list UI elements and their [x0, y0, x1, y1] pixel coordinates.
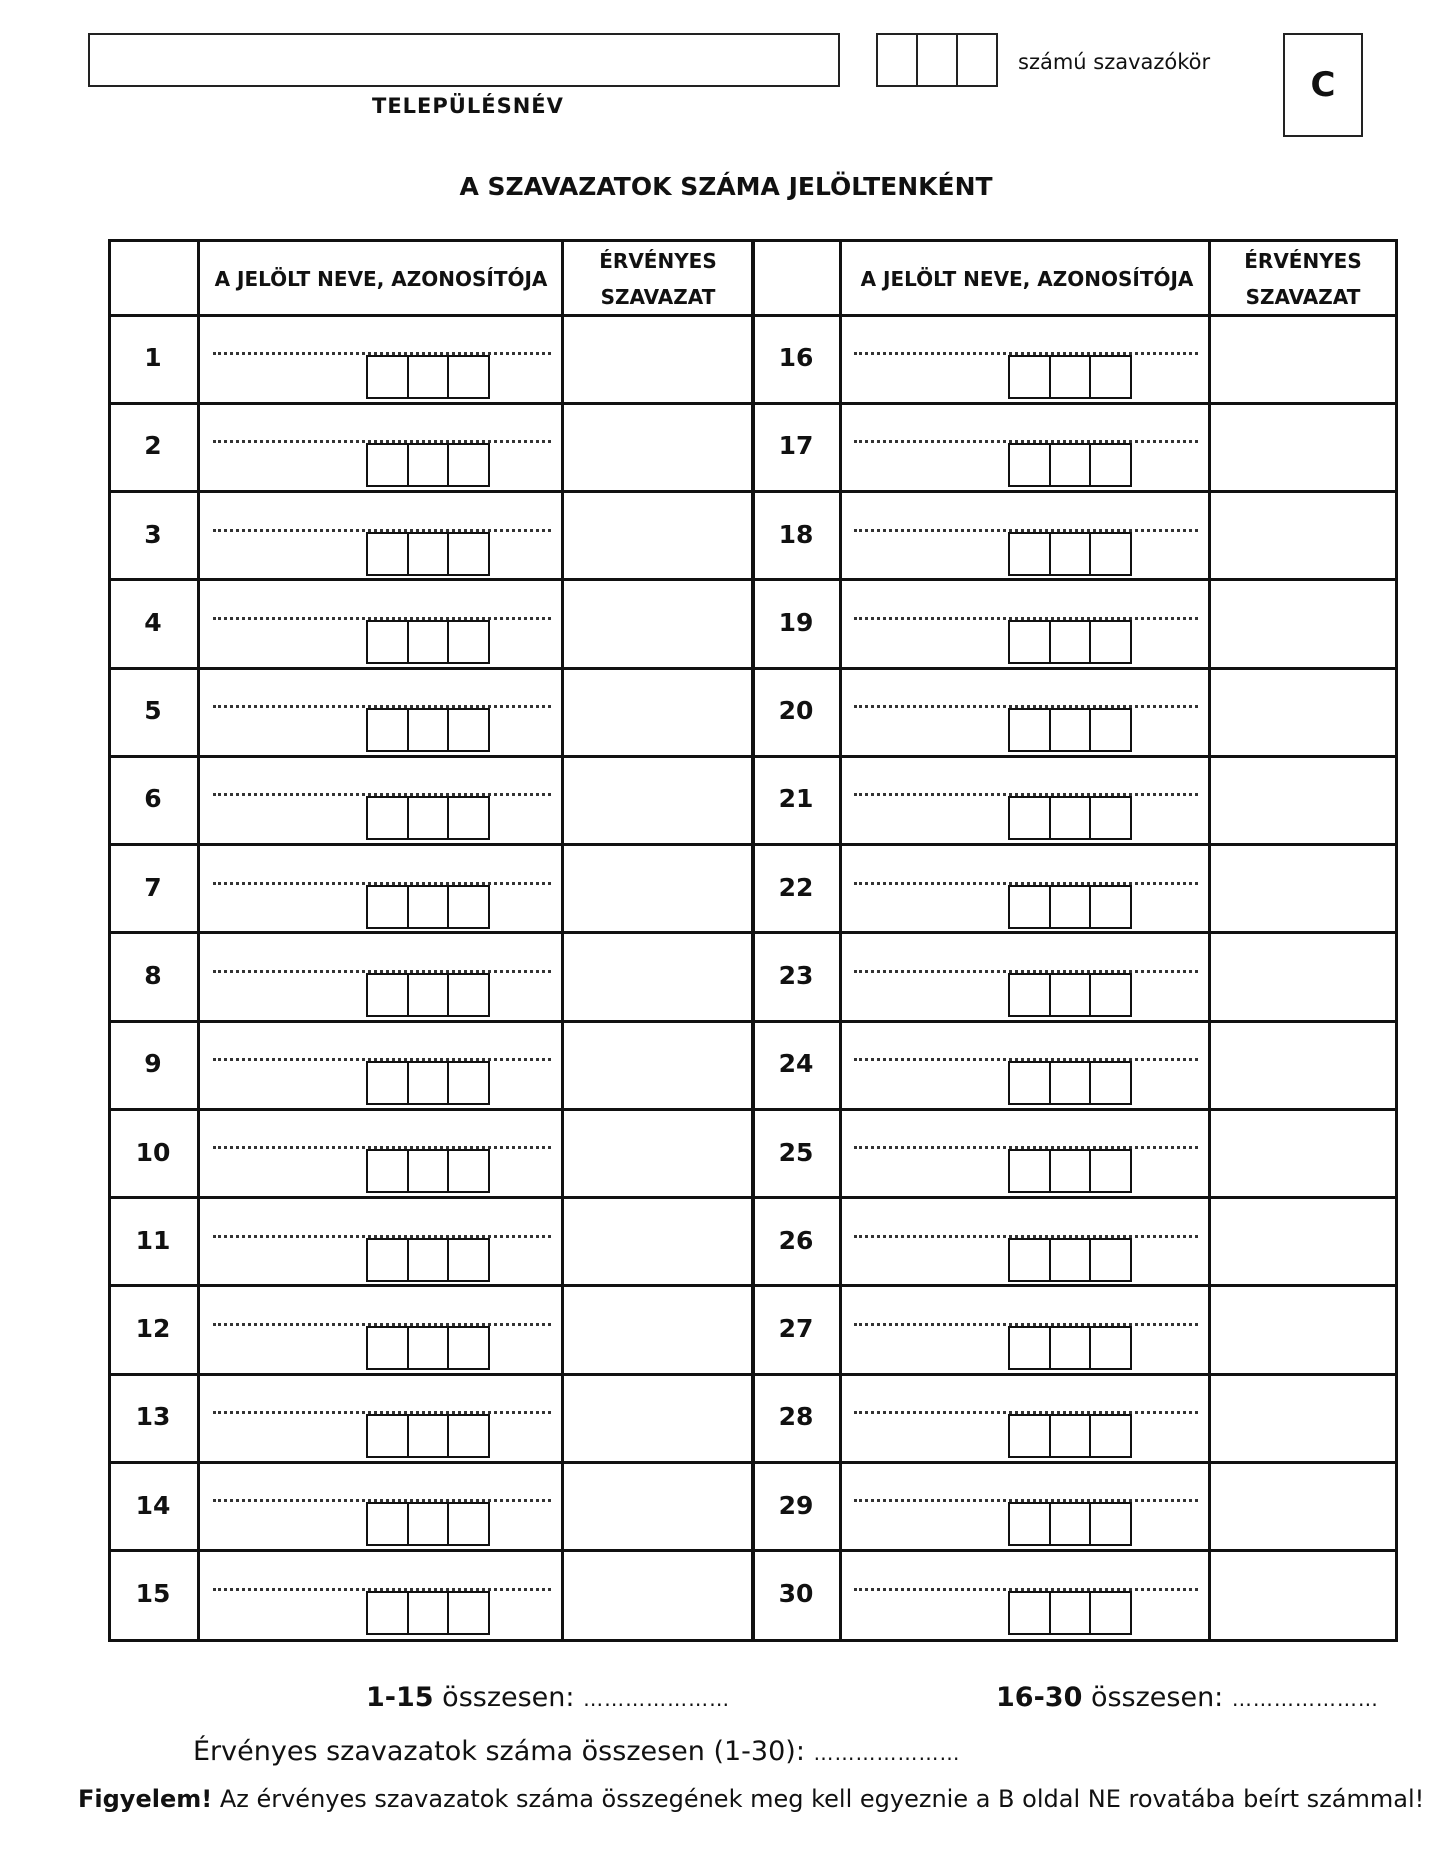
candidate-id-digit-box[interactable]	[1049, 355, 1092, 399]
candidate-id-digit-box[interactable]	[366, 1149, 409, 1193]
row-divider	[111, 1549, 1395, 1552]
candidate-id-digit-box[interactable]	[447, 1149, 490, 1193]
valid-votes-cell[interactable]	[564, 847, 751, 931]
row-divider	[111, 843, 1395, 846]
valid-votes-cell[interactable]	[564, 1288, 751, 1372]
row-divider	[111, 667, 1395, 670]
candidate-id-digit-box[interactable]	[447, 1502, 490, 1546]
candidate-id-digit-box[interactable]	[407, 1061, 450, 1105]
valid-votes-cell[interactable]	[564, 1553, 751, 1637]
candidate-id-digit-box[interactable]	[1089, 1414, 1132, 1458]
candidate-id-digit-box[interactable]	[1008, 885, 1051, 929]
candidate-id-digit-box[interactable]	[366, 1502, 409, 1546]
valid-votes-cell[interactable]	[564, 758, 751, 842]
candidate-id-digit-box[interactable]	[1049, 1414, 1092, 1458]
valid-votes-cell[interactable]	[564, 1111, 751, 1195]
row-number: 24	[778, 1049, 814, 1079]
row-number: 8	[144, 961, 162, 990]
valid-votes-cell[interactable]	[1211, 1111, 1395, 1195]
candidate-votes-table	[108, 239, 1398, 1642]
candidate-id-digit-box[interactable]	[407, 1414, 450, 1458]
candidate-id-digit-box[interactable]	[1008, 355, 1051, 399]
candidate-id-boxes[interactable]	[1008, 973, 1130, 1017]
candidate-id-digit-box[interactable]	[1049, 1591, 1092, 1635]
candidate-id-digit-box[interactable]	[407, 1326, 450, 1370]
row-number: 15	[135, 1578, 171, 1608]
candidate-id-boxes[interactable]	[366, 1238, 488, 1282]
valid-votes-cell[interactable]	[1211, 670, 1395, 754]
candidate-id-digit-box[interactable]	[1089, 620, 1132, 664]
candidate-id-digit-box[interactable]	[407, 443, 450, 487]
valid-votes-cell[interactable]	[1211, 582, 1395, 666]
candidate-id-digit-box[interactable]	[1008, 796, 1051, 840]
row-number: 12	[135, 1314, 171, 1344]
candidate-id-boxes[interactable]	[1008, 620, 1130, 664]
warning-note-bold: Figyelem!	[78, 1785, 213, 1813]
candidate-id-digit-box[interactable]	[407, 1502, 450, 1546]
row-number: 7	[144, 872, 162, 902]
row-number: 10	[135, 1137, 171, 1167]
candidate-id-digit-box[interactable]	[1008, 973, 1051, 1017]
page-letter-box	[1283, 33, 1363, 137]
row-number: 23	[778, 961, 814, 990]
candidate-id-boxes[interactable]	[366, 1414, 488, 1458]
candidate-id-digit-box[interactable]	[407, 620, 450, 664]
candidate-id-digit-box[interactable]	[407, 796, 450, 840]
district-digit-box[interactable]	[956, 33, 998, 87]
row-divider	[111, 578, 1395, 581]
valid-votes-cell[interactable]	[1211, 317, 1395, 401]
row-number: 18	[778, 519, 814, 549]
column-divider	[839, 242, 842, 1639]
name-header-text: A JELÖLT NEVE, AZONOSÍTÓJA	[860, 266, 1194, 291]
candidate-id-boxes[interactable]	[1008, 1414, 1130, 1458]
sum2-blank[interactable]: …………………	[1231, 1687, 1379, 1711]
candidate-id-digit-box[interactable]	[1008, 443, 1051, 487]
valid-votes-cell[interactable]	[564, 1200, 751, 1284]
candidate-id-digit-box[interactable]	[1008, 532, 1051, 576]
candidate-id-digit-box[interactable]	[407, 1149, 450, 1193]
total-valid-votes	[193, 1736, 961, 1767]
row-number: 11	[135, 1225, 171, 1255]
row-divider	[111, 314, 1395, 317]
candidate-id-boxes[interactable]	[1008, 1502, 1130, 1546]
valid-votes-cell[interactable]	[1211, 494, 1395, 578]
candidate-id-boxes[interactable]	[366, 532, 488, 576]
candidate-id-digit-box[interactable]	[1049, 1061, 1092, 1105]
row-divider	[111, 402, 1395, 405]
candidate-id-digit-box[interactable]	[366, 708, 409, 752]
valid-votes-cell[interactable]	[564, 405, 751, 489]
candidate-id-digit-box[interactable]	[407, 973, 450, 1017]
candidate-id-digit-box[interactable]	[366, 355, 409, 399]
candidate-id-digit-box[interactable]	[1008, 620, 1051, 664]
candidate-id-digit-box[interactable]	[407, 355, 450, 399]
valid-header-line2: SZAVAZAT	[1245, 284, 1361, 309]
valid-votes-cell[interactable]	[1211, 1464, 1395, 1548]
candidate-id-digit-box[interactable]	[447, 1238, 490, 1282]
valid-votes-cell[interactable]	[564, 1376, 751, 1460]
candidate-id-digit-box[interactable]	[1008, 1061, 1051, 1105]
candidate-id-boxes[interactable]	[1008, 532, 1130, 576]
row-number: 29	[778, 1490, 814, 1520]
row-divider	[111, 1373, 1395, 1376]
row-divider	[111, 1020, 1395, 1023]
candidate-id-boxes[interactable]	[366, 1061, 488, 1105]
valid-votes-cell[interactable]	[564, 494, 751, 578]
candidate-id-digit-box[interactable]	[447, 973, 490, 1017]
total-label: Érvényes szavazatok száma összesen (1-30):	[193, 1736, 805, 1767]
right-valid-header	[1211, 242, 1395, 315]
candidate-id-boxes[interactable]	[366, 973, 488, 1017]
candidate-id-digit-box[interactable]	[366, 796, 409, 840]
candidate-id-boxes[interactable]	[1008, 1061, 1130, 1105]
candidate-id-digit-box[interactable]	[1089, 355, 1132, 399]
candidate-id-digit-box[interactable]	[366, 443, 409, 487]
total-blank[interactable]: …………………	[813, 1741, 961, 1765]
candidate-id-digit-box[interactable]	[1049, 1326, 1092, 1370]
row-number: 14	[135, 1490, 171, 1520]
candidate-id-digit-box[interactable]	[1089, 443, 1132, 487]
district-label: számú szavazókör	[1018, 50, 1211, 74]
valid-header-line1: ÉRVÉNYES	[599, 248, 717, 273]
valid-votes-cell[interactable]	[564, 1023, 751, 1107]
candidate-id-digit-box[interactable]	[366, 1326, 409, 1370]
candidate-id-digit-box[interactable]	[1089, 885, 1132, 929]
candidate-id-digit-box[interactable]	[447, 532, 490, 576]
row-number: 1	[144, 343, 162, 373]
row-divider	[111, 931, 1395, 934]
row-number: 28	[778, 1402, 814, 1432]
row-number: 26	[778, 1225, 814, 1255]
row-divider	[111, 490, 1395, 493]
candidate-id-boxes[interactable]	[1008, 885, 1130, 929]
page-letter: C	[1310, 65, 1336, 105]
candidate-id-digit-box[interactable]	[366, 1061, 409, 1105]
candidate-id-digit-box[interactable]	[1089, 532, 1132, 576]
candidate-id-digit-box[interactable]	[447, 620, 490, 664]
row-number: 4	[144, 607, 162, 637]
candidate-id-digit-box[interactable]	[1008, 1149, 1051, 1193]
candidate-id-digit-box[interactable]	[447, 443, 490, 487]
row-divider	[111, 755, 1395, 758]
candidate-id-digit-box[interactable]	[1008, 708, 1051, 752]
candidate-id-boxes[interactable]	[366, 443, 488, 487]
candidate-id-digit-box[interactable]	[407, 708, 450, 752]
candidate-id-digit-box[interactable]	[1049, 1502, 1092, 1546]
candidate-id-boxes[interactable]	[1008, 1591, 1130, 1635]
candidate-id-digit-box[interactable]	[1008, 1238, 1051, 1282]
candidate-id-digit-box[interactable]	[447, 796, 490, 840]
candidate-id-digit-box[interactable]	[407, 1591, 450, 1635]
candidate-id-boxes[interactable]	[366, 1326, 488, 1370]
candidate-id-boxes[interactable]	[366, 1502, 488, 1546]
warning-note-text: Az érvényes szavazatok száma összegének meg kell egyeznie a B oldal NE rovatába beírt számmal!	[212, 1785, 1425, 1813]
row-number: 3	[144, 519, 162, 549]
candidate-id-boxes[interactable]	[1008, 1326, 1130, 1370]
row-number: 16	[778, 343, 814, 373]
valid-votes-cell[interactable]	[1211, 1200, 1395, 1284]
valid-votes-cell[interactable]	[1211, 935, 1395, 1019]
row-divider	[111, 1284, 1395, 1287]
candidate-id-digit-box[interactable]	[1089, 796, 1132, 840]
candidate-id-digit-box[interactable]	[1008, 1591, 1051, 1635]
district-digit-box[interactable]	[916, 33, 958, 87]
row-number: 9	[144, 1049, 162, 1079]
candidate-id-digit-box[interactable]	[407, 885, 450, 929]
valid-votes-cell[interactable]	[1211, 758, 1395, 842]
row-divider	[111, 1461, 1395, 1464]
candidate-id-digit-box[interactable]	[1049, 620, 1092, 664]
candidate-id-boxes[interactable]	[366, 796, 488, 840]
candidate-id-boxes[interactable]	[1008, 796, 1130, 840]
valid-votes-cell[interactable]	[564, 582, 751, 666]
valid-votes-cell[interactable]	[1211, 1288, 1395, 1372]
candidate-id-digit-box[interactable]	[1089, 1502, 1132, 1546]
row-number: 20	[778, 696, 814, 726]
candidate-id-digit-box[interactable]	[1049, 443, 1092, 487]
row-number: 21	[778, 784, 814, 814]
valid-votes-cell[interactable]	[1211, 1023, 1395, 1107]
valid-votes-cell[interactable]	[1211, 405, 1395, 489]
candidate-id-digit-box[interactable]	[1049, 796, 1092, 840]
valid-votes-cell[interactable]	[564, 1464, 751, 1548]
candidate-id-boxes[interactable]	[1008, 1149, 1130, 1193]
candidate-id-boxes[interactable]	[1008, 1238, 1130, 1282]
candidate-id-digit-box[interactable]	[366, 973, 409, 1017]
candidate-id-digit-box[interactable]	[1089, 1591, 1132, 1635]
candidate-id-boxes[interactable]	[366, 1591, 488, 1635]
candidate-id-digit-box[interactable]	[1008, 1414, 1051, 1458]
valid-votes-cell[interactable]	[1211, 1376, 1395, 1460]
left-valid-header	[563, 242, 753, 315]
candidate-id-digit-box[interactable]	[1089, 973, 1132, 1017]
valid-votes-cell[interactable]	[564, 935, 751, 1019]
sum1-label: összesen:	[442, 1682, 575, 1713]
candidate-id-digit-box[interactable]	[407, 1238, 450, 1282]
candidate-id-digit-box[interactable]	[447, 1061, 490, 1105]
candidate-id-digit-box[interactable]	[1049, 973, 1092, 1017]
candidate-id-boxes[interactable]	[1008, 355, 1130, 399]
candidate-id-digit-box[interactable]	[447, 1326, 490, 1370]
right-name-header	[843, 242, 1211, 315]
candidate-id-digit-box[interactable]	[447, 1591, 490, 1635]
valid-votes-cell[interactable]	[564, 670, 751, 754]
sum1-range: 1-15	[366, 1682, 434, 1713]
row-number: 19	[778, 607, 814, 637]
town-name-label: TELEPÜLÉSNÉV	[372, 94, 564, 118]
candidate-id-digit-box[interactable]	[366, 1238, 409, 1282]
candidate-id-digit-box[interactable]	[1049, 1238, 1092, 1282]
candidate-id-digit-box[interactable]	[447, 355, 490, 399]
row-number: 17	[778, 431, 814, 461]
candidate-id-digit-box[interactable]	[1049, 1149, 1092, 1193]
candidate-id-digit-box[interactable]	[447, 708, 490, 752]
row-number: 2	[144, 431, 162, 461]
candidate-id-digit-box[interactable]	[447, 1414, 490, 1458]
row-number: 13	[135, 1402, 171, 1432]
candidate-id-boxes[interactable]	[366, 355, 488, 399]
row-number: 6	[144, 784, 162, 814]
warning-note	[78, 1785, 1424, 1813]
district-number-field[interactable]	[876, 33, 996, 87]
sum2-label: összesen:	[1090, 1682, 1224, 1713]
candidate-id-boxes[interactable]	[1008, 443, 1130, 487]
candidate-id-digit-box[interactable]	[366, 620, 409, 664]
candidate-id-digit-box[interactable]	[366, 885, 409, 929]
district-digit-box[interactable]	[876, 33, 918, 87]
candidate-id-digit-box[interactable]	[366, 1591, 409, 1635]
candidate-id-digit-box[interactable]	[1008, 1502, 1051, 1546]
valid-votes-cell[interactable]	[1211, 1553, 1395, 1637]
row-number: 5	[144, 696, 162, 726]
candidate-id-digit-box[interactable]	[1049, 532, 1092, 576]
left-name-header	[199, 242, 563, 315]
candidate-id-boxes[interactable]	[366, 708, 488, 752]
row-divider	[111, 1196, 1395, 1199]
candidate-id-digit-box[interactable]	[1089, 708, 1132, 752]
candidate-id-digit-box[interactable]	[1089, 1149, 1132, 1193]
sum1-blank[interactable]: …………………	[583, 1687, 731, 1711]
valid-votes-cell[interactable]	[564, 317, 751, 401]
row-number: 27	[778, 1314, 814, 1344]
valid-votes-cell[interactable]	[1211, 847, 1395, 931]
candidate-id-digit-box[interactable]	[1089, 1238, 1132, 1282]
town-name-field[interactable]	[88, 33, 840, 87]
candidate-id-digit-box[interactable]	[1089, 1326, 1132, 1370]
candidate-id-boxes[interactable]	[366, 620, 488, 664]
candidate-id-digit-box[interactable]	[1049, 885, 1092, 929]
valid-header-line1: ÉRVÉNYES	[1244, 248, 1362, 273]
page-title: A SZAVAZATOK SZÁMA JELÖLTENKÉNT	[459, 172, 993, 201]
candidate-id-boxes[interactable]	[1008, 708, 1130, 752]
candidate-id-digit-box[interactable]	[366, 532, 409, 576]
row-divider	[111, 1108, 1395, 1111]
row-number: 25	[778, 1137, 814, 1167]
name-header-text: A JELÖLT NEVE, AZONOSÍTÓJA	[214, 266, 548, 291]
candidate-id-digit-box[interactable]	[1008, 1326, 1051, 1370]
sum-16-30	[996, 1682, 1379, 1713]
row-number: 30	[778, 1578, 814, 1608]
candidate-id-boxes[interactable]	[366, 885, 488, 929]
candidate-id-boxes[interactable]	[366, 1149, 488, 1193]
row-number: 22	[778, 872, 814, 902]
valid-header-line2: SZAVAZAT	[600, 284, 716, 309]
candidate-id-digit-box[interactable]	[447, 885, 490, 929]
candidate-id-digit-box[interactable]	[1089, 1061, 1132, 1105]
candidate-id-digit-box[interactable]	[366, 1414, 409, 1458]
candidate-id-digit-box[interactable]	[407, 532, 450, 576]
sum-1-15	[366, 1682, 730, 1713]
column-divider	[197, 242, 200, 1639]
sum2-range: 16-30	[996, 1682, 1083, 1713]
candidate-id-digit-box[interactable]	[1049, 708, 1092, 752]
